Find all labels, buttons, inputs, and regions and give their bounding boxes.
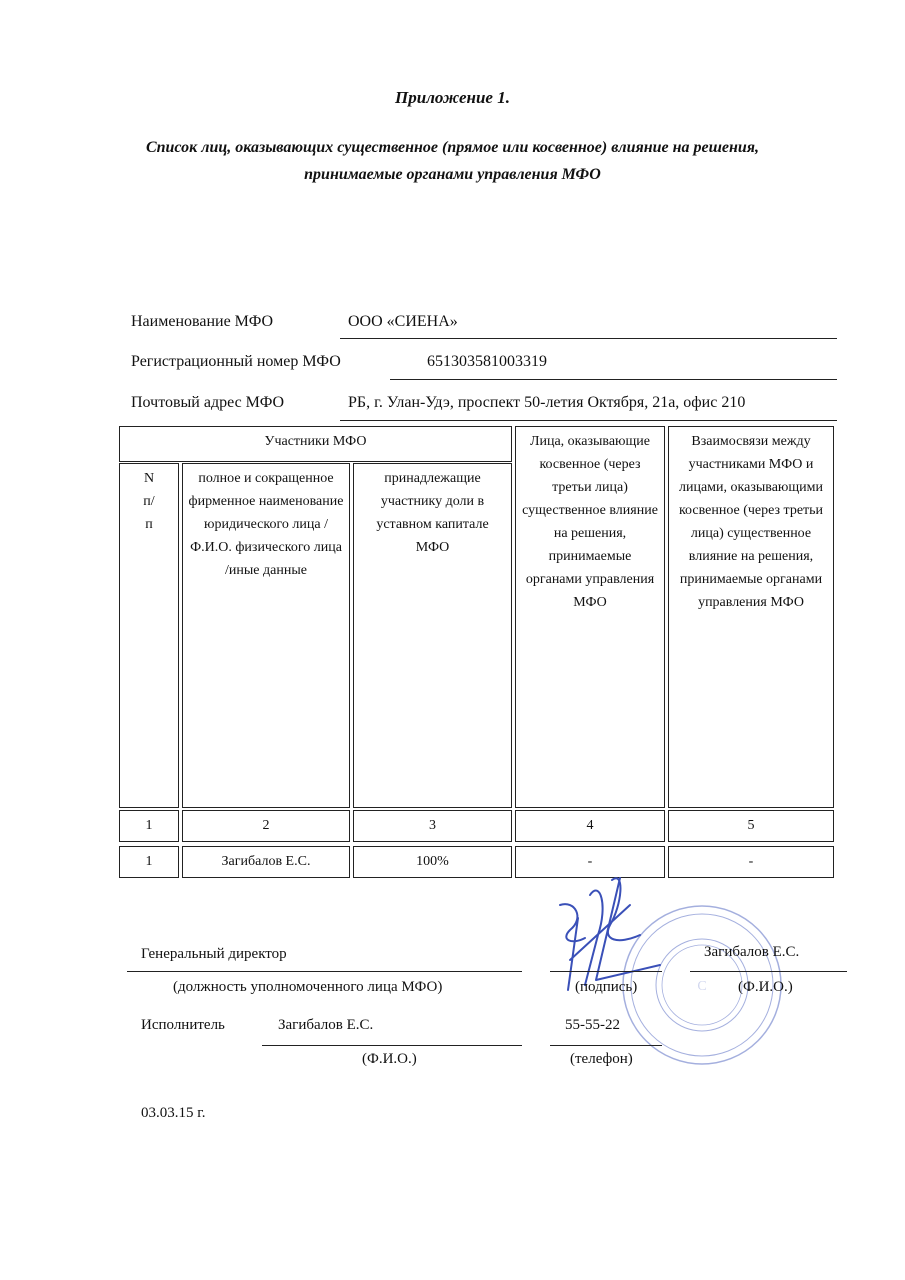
phone-caption: (телефон) (570, 1051, 633, 1067)
mfo-name-value: ООО «СИЕНА» (348, 313, 458, 330)
participants-group-header-text: Участники МФО (264, 434, 367, 449)
position-title: Генеральный директор (141, 946, 287, 962)
document-title-line-1: Список лиц, оказывающих существенное (прямое или косвенное) влияние на решения, (145, 139, 760, 156)
col-index-2: 2 (182, 810, 350, 842)
col-index-4: 4 (515, 810, 665, 842)
svg-text:С: С (697, 979, 707, 994)
position-underline (127, 971, 522, 972)
col-share-header-text: принадлежащие участнику доли в уставном капитале МФО (376, 471, 489, 555)
mfo-name-label: Наименование МФО (131, 313, 274, 330)
col-index-5: 5 (668, 810, 834, 842)
executor-fio-caption: (Ф.И.О.) (362, 1051, 417, 1067)
reg-number-value: 651303581003319 (427, 353, 547, 370)
director-signature (560, 878, 660, 990)
relations-header-text: Взаимосвязи между участниками МФО и лицами, оказывающими косвенное (через третьи лица) существенное влияние на решения, принимаемые органами управления МФО (678, 434, 824, 610)
position-caption: (должность уполномоченного лица МФО) (173, 979, 443, 995)
fio-caption: (Ф.И.О.) (738, 979, 793, 995)
appendix-title: Приложение 1. (395, 88, 510, 107)
row-indirect: - (515, 846, 665, 878)
row-number: 1 (119, 846, 179, 878)
document-title-line-2: принимаемые органами управления МФО (304, 166, 601, 183)
document-date: 03.03.15 г. (141, 1105, 206, 1121)
col-number-header-text: N п/п (143, 471, 155, 532)
indirect-influence-header-text: Лица, оказывающие косвенное (через третьи лица) существенное влияние на решения, принимаемые органами управления МФО (522, 434, 658, 610)
director-name: Загибалов Е.С. (704, 944, 800, 960)
col-index-3: 3 (353, 810, 512, 842)
signature-underline (550, 971, 662, 972)
phone-underline (550, 1045, 662, 1046)
address-label: Почтовый адрес МФО (131, 394, 285, 411)
row-relations: - (668, 846, 834, 878)
executor-label: Исполнитель (141, 1017, 225, 1033)
row-participant-name: Загибалов Е.С. (182, 846, 350, 878)
reg-number-label: Регистрационный номер МФО (131, 353, 341, 370)
executor-phone: 55-55-22 (565, 1017, 620, 1033)
col-name-header-text: полное и сокращенное фирменное наименование юридического лица / Ф.И.О. физического лица /иные данные (188, 471, 344, 578)
col-index-1: 1 (119, 810, 179, 842)
signature-caption: (подпись) (575, 979, 638, 995)
executor-name: Загибалов Е.С. (278, 1017, 374, 1033)
address-value: РБ, г. Улан-Удэ, проспект 50-летия Октября, 21а, офис 210 (348, 394, 746, 411)
row-share: 100% (353, 846, 512, 878)
fio-underline (690, 971, 847, 972)
executor-name-underline (262, 1045, 522, 1046)
